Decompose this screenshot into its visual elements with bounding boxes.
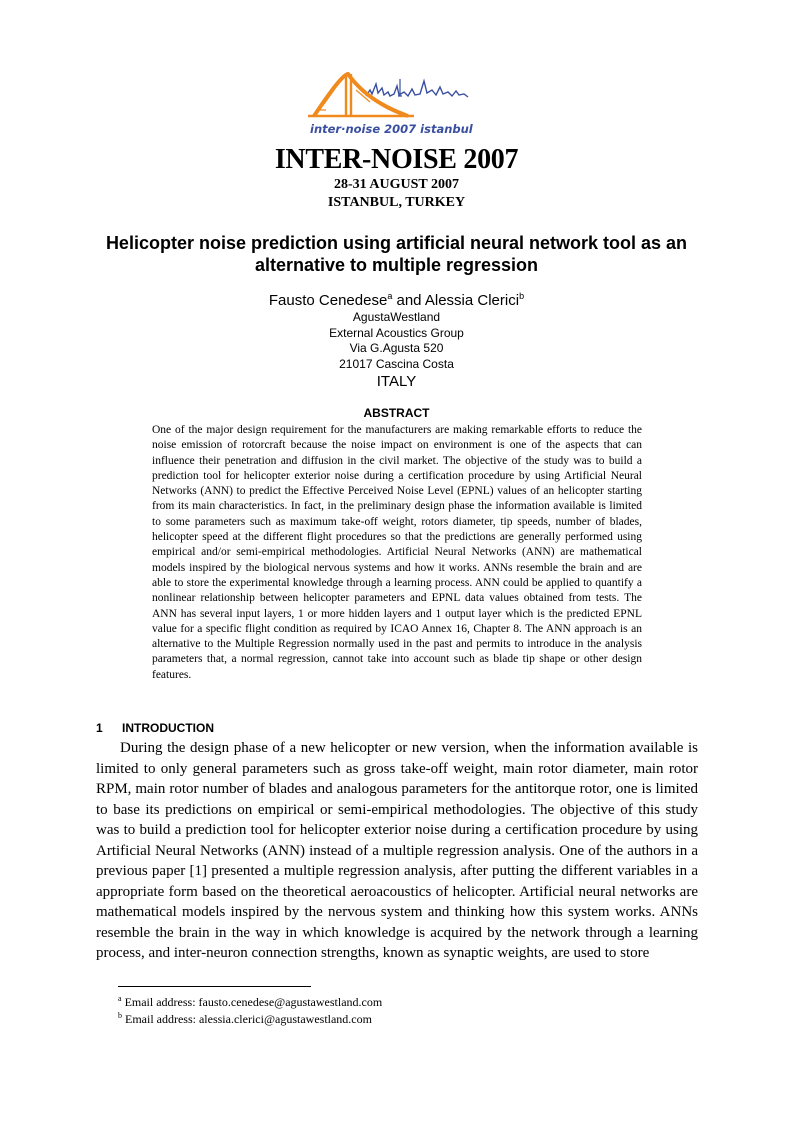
footnote-b-text: Email address: alessia.clerici@agustawestland.com <box>122 1012 372 1026</box>
footnote-b-mark: b <box>118 1011 122 1020</box>
abstract-text: One of the major design requirement for the manufacturers are making remarkable efforts to reduce the noise emission of rotorcraft because the noise impact on environment is one of the aspects that can influence their penetration and diffusion in the civil market. The objective of the study was to build a prediction tool for helicopter exterior noise during a certification procedure by using Artificial Neural Networks (ANN) to predict the Effective Perceived Noise Level (EPNL) values of an helicopter starting from its main characteristics. In fact, in the preliminary design phase the information available is limited to some parameters such as maximum take-off weight, rotors diameter, tip speeds, number of blades, helicopter speed at the different flight procedures so that the predictions are generally performed using empirical and/or semi-empirical methodologies. Artificial Neural Networks (ANN) are mathematical models inspired by the biological nervous systems and how it works. ANNs resemble the brain and are able to store the experimental knowledge through a learning process. ANN could be applied to quantify a nonlinear relationship between helicopter parameters and EPNL data values obtained from tests. The ANN has several input layers, 1 or more hidden layers and 1 output layer which is the predicted EPNL value for a specific flight condition as required by ICAO Annex 16, Chapter 8. The ANN approach is an alternative to the Multiple Regression normally used in the past and permits to introduce in the analysis parameters that, a normal regression, cannot take into account such as blade tip shape or other design features. <box>152 424 642 681</box>
section-heading <box>96 721 214 735</box>
conference-title: INTER-NOISE 2007 <box>274 144 519 175</box>
abstract-heading: ABSTRACT <box>363 406 430 420</box>
affiliation-street: Via G.Agusta 520 <box>349 341 444 355</box>
author-2-mark: b <box>519 291 525 301</box>
author-1: Fausto Cenedese <box>268 292 388 309</box>
inter-noise-logo <box>296 66 496 138</box>
affiliation-country: ITALY <box>376 373 417 390</box>
affiliation-group: External Acoustics Group <box>329 325 464 340</box>
footnote-a-text: Email address: fausto.cenedese@agustawestland.com <box>121 995 383 1009</box>
conference-dates: 28-31 AUGUST 2007 <box>334 177 459 192</box>
footnote-a-mark: a <box>118 994 122 1003</box>
affiliation <box>0 310 793 391</box>
logo-caption: inter·noise 2007 istanbul <box>310 122 473 136</box>
author-1-mark: a <box>387 291 393 301</box>
author-2: Alessia Clerici <box>424 292 520 309</box>
introduction-text: During the design phase of a new helicopter or new version, when the information available is limited to only general parameters such as gross take-off weight, main rotor diameter, main rotor RPM, main rotor number of blades and analogous parameters for the antitorque rotor, one is limited to base its predictions on empirical or semi-empirical methodologies. The objective of this study was to build a prediction tool for helicopter exterior noise during a certification procedure by using Artificial Neural Networks (ANN) instead of a multiple regression analysis. One of the authors in a previous paper [1] presented a multiple regression analysis, after putting the different variables in a appropriate form based on the theoretical aeroacoustics of helicopter. Artificial neural networks are mathematical models inspired by the nervous system and thinking how this system works. ANNs resemble the brain in the way in which knowledge is acquired by the network through a learning process, and inter-neuron connection strengths, known as synaptic weights, are used to store <box>96 740 698 961</box>
footnote-a <box>118 994 382 1010</box>
paper-title: Helicopter noise prediction using artificial neural network tool as an alternative to multiple regression <box>105 233 688 275</box>
section-number: 1 <box>96 721 103 735</box>
affiliation-city: 21017 Cascina Costa <box>339 356 454 371</box>
affiliation-company: AgustaWestland <box>352 310 441 324</box>
skyline-icon <box>366 81 468 97</box>
footnote-b <box>118 1011 372 1027</box>
author-line <box>0 291 793 309</box>
footnote-rule <box>118 986 311 987</box>
conference-place: ISTANBUL, TURKEY <box>327 195 466 210</box>
section-title: INTRODUCTION <box>122 721 214 735</box>
author-joiner: and <box>392 292 425 309</box>
